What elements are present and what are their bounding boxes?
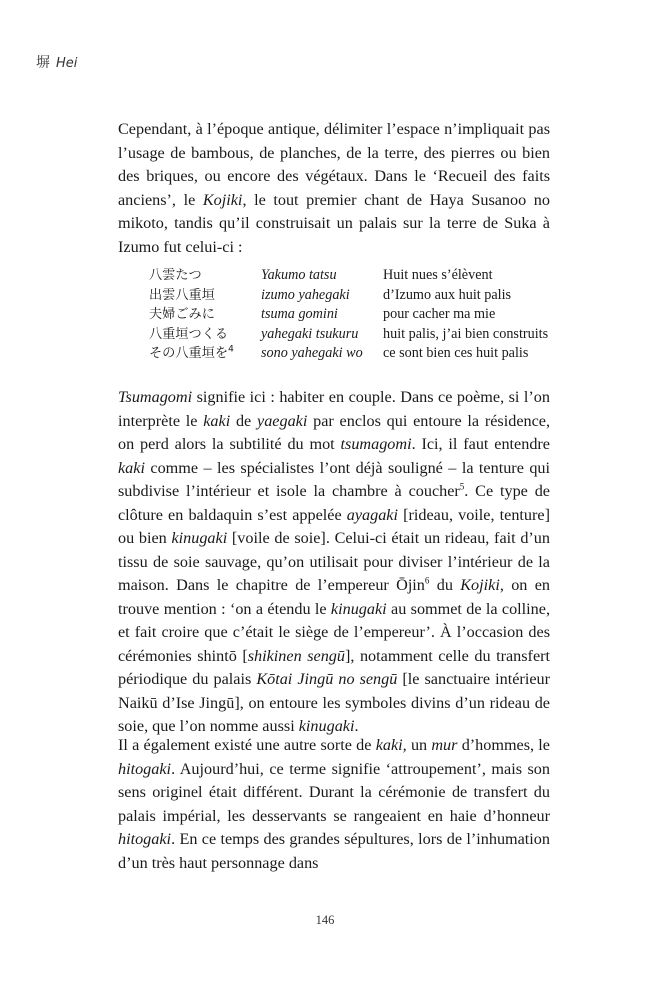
text-run: . bbox=[354, 717, 359, 735]
poem-row bbox=[149, 286, 548, 306]
italic-term: Kojiki bbox=[202, 190, 243, 209]
text-run: . Ici, il faut entendre bbox=[411, 435, 550, 453]
poem-french: d’Izumo aux huit palis bbox=[383, 286, 512, 303]
italic-term: hitogaki bbox=[118, 759, 172, 778]
poem-row bbox=[149, 266, 548, 286]
text-run: . En ce temps des grandes sépultures, lors de l’inhumation d’un très haut personnage dans bbox=[118, 830, 550, 872]
poem-japanese: 夫婦ごみに bbox=[149, 307, 215, 323]
poem-japanese: 八重垣つくる bbox=[149, 326, 229, 342]
text-run: [voile de soie]. Celui-ci était un rideau, fait d’un tissu de soie sauvage, qu’on utilisait pour diviser l’intérieur de la maison. Dans le chapitre de l’empereur Ōjin bbox=[118, 529, 550, 594]
text-run: Il a également existé une autre sorte de bbox=[118, 736, 376, 754]
poem-japanese bbox=[149, 344, 261, 364]
paragraph-3 bbox=[118, 734, 550, 875]
poem-japanese: 八雲たつ bbox=[149, 268, 202, 283]
poem-romaji: tsuma gomini bbox=[261, 306, 338, 323]
italic-term: Kojiki bbox=[460, 576, 500, 594]
text-run: par enclos qui entoure la résidence, on perd alors la subtilité du mot bbox=[118, 411, 551, 453]
italic-term: kinugaki bbox=[171, 529, 228, 547]
text-run: un bbox=[406, 736, 432, 754]
poem-japanese: 出雲八重垣 bbox=[149, 287, 215, 303]
italic-term: mur bbox=[431, 736, 458, 754]
italic-term: hitogaki bbox=[118, 830, 172, 848]
italic-term: tsumagomi bbox=[340, 435, 412, 453]
paragraph-1 bbox=[118, 118, 550, 259]
poem-french: pour cacher ma mie bbox=[383, 306, 496, 323]
poem-french: ce sont bien ces huit palis bbox=[383, 345, 529, 362]
poem-romaji: Yakumo tatsu bbox=[261, 267, 337, 283]
footnote-ref[interactable]: 6 bbox=[424, 575, 430, 586]
text-run: d’hommes, le bbox=[457, 736, 550, 754]
poem-japanese-text: その八重垣を bbox=[149, 346, 229, 362]
running-header bbox=[36, 52, 77, 72]
italic-term: ayagaki bbox=[346, 505, 398, 524]
header-kanji: 塀 bbox=[36, 55, 50, 71]
italic-term: kinugaki bbox=[330, 599, 387, 618]
text-run: Cependant, à l’époque antique, délimiter l’espace n’impliquait pas l’usage de bambous, de planches, de la terre, des pierres ou bien des briques, ou encore des végétaux. Dans le ‘Recueil des faits anciens’, le bbox=[118, 120, 550, 209]
italic-term: yaegaki bbox=[257, 411, 308, 430]
poem-row bbox=[149, 305, 548, 325]
text-run: signifie ici : habiter en couple. Dans ce poème, si l’on interprète le bbox=[118, 388, 550, 430]
text-run: , on en trouve mention : ‘on a étendu le bbox=[118, 576, 550, 618]
paragraph-2 bbox=[118, 386, 550, 739]
text-run: [le sanctuaire intérieur Naikū d’Ise Jingū], on entoure les symboles divins d’un rideau de soie, que l’on nomme aussi bbox=[118, 670, 550, 735]
text-run: au sommet de la colline, et fait croire que c’était le siège de l’empereur’. À l’occasion des cérémonies shintō [ bbox=[118, 599, 550, 665]
text-run: comme – les spécialistes l’ont déjà souligné – la tenture qui subdivise l’intérieur et isole la chambre à coucher bbox=[118, 458, 550, 500]
poem-french: Huit nues s’élèvent bbox=[383, 267, 493, 283]
text-run: , le tout premier chant de Haya Susanoo no mikoto, tandis qu’il construisait un palais sur la terre de Suka à Izumo fut celui-ci : bbox=[118, 190, 550, 256]
italic-term: kaki bbox=[118, 458, 145, 477]
text-run: [rideau, voile, tenture] ou bien bbox=[118, 505, 550, 547]
footnote-ref[interactable]: 5 bbox=[459, 481, 465, 492]
italic-term: Tsumagomi bbox=[118, 388, 193, 406]
italic-term: kaki bbox=[203, 411, 231, 430]
poem-romaji: sono yahegaki wo bbox=[261, 345, 363, 362]
italic-term: kaki, bbox=[375, 736, 407, 754]
text-run: . Aujourd’hui, ce terme signifie ‘attroupement’, mais son sens originel était différent. Durant la cérémonie de transfert du palais impérial, les desservants se rangeaient en haie d’honneur bbox=[118, 759, 550, 825]
poem-row bbox=[149, 325, 548, 345]
footnote-ref[interactable]: 4 bbox=[228, 344, 234, 355]
text-run: ], notamment celle du transfert périodique du palais bbox=[118, 646, 551, 688]
header-label: Hei bbox=[56, 56, 78, 71]
text-run: de bbox=[230, 411, 258, 430]
poem-romaji: yahegaki tsukuru bbox=[261, 325, 359, 342]
poem-row bbox=[149, 344, 548, 364]
text-run: du bbox=[429, 576, 461, 594]
italic-term: Kōtai Jingū no sengū bbox=[256, 670, 398, 688]
italic-term: shikinen sengū bbox=[247, 646, 345, 665]
page-number: 146 bbox=[315, 913, 335, 927]
italic-term: kinugaki bbox=[298, 717, 355, 735]
text-run: . Ce type de clôture en baldaquin s’est appelée bbox=[118, 482, 550, 524]
poem-romaji: izumo yahegaki bbox=[261, 286, 350, 303]
poem-table bbox=[149, 266, 548, 364]
poem-french: huit palis, j’ai bien construits bbox=[383, 325, 549, 342]
